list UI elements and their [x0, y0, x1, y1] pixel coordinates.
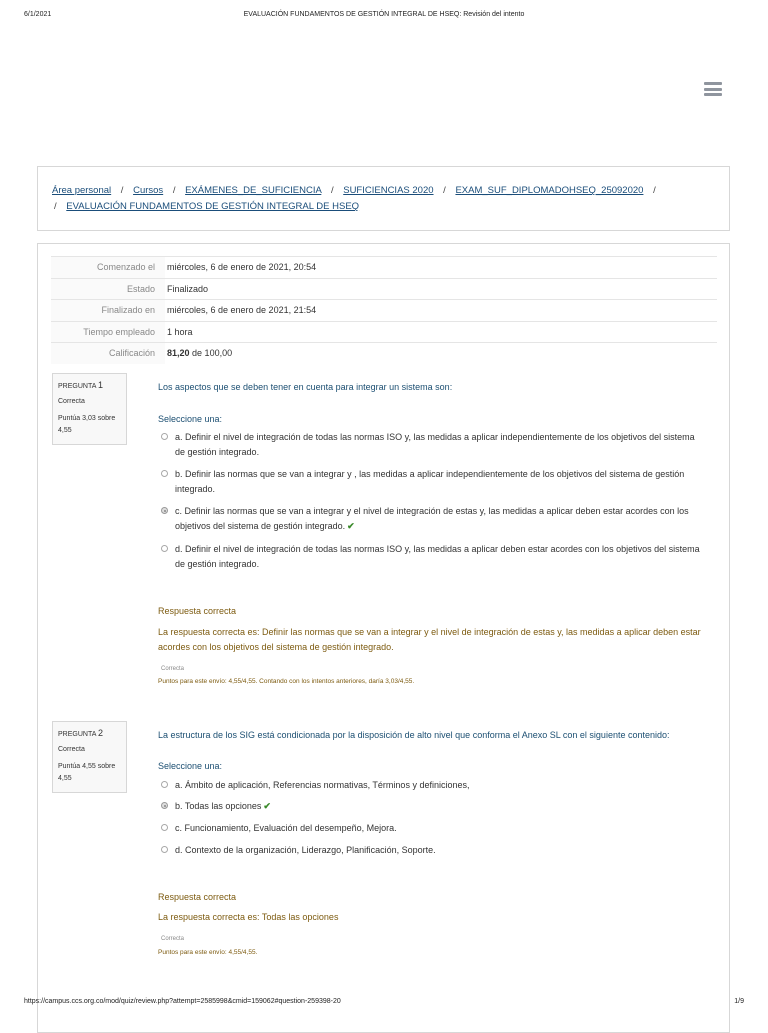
hamburger-menu-icon[interactable]: [704, 82, 722, 96]
breadcrumb-separator: /: [120, 185, 124, 196]
state-label: Estado: [51, 278, 165, 300]
question-number-label: PREGUNTA: [58, 731, 96, 738]
radio-button[interactable]: [161, 824, 168, 831]
feedback-title: Respuesta correcta: [158, 892, 237, 902]
breadcrumb-separator: /: [443, 185, 446, 196]
breadcrumb-item-exam-suf[interactable]: EXAM_SUF_DIPLOMADOHSEQ_25092020: [455, 185, 644, 196]
question-state: Correcta: [58, 746, 85, 753]
summary-row-grade: [51, 343, 717, 364]
print-page-number: 1/9: [734, 998, 744, 1005]
feedback-title: Respuesta correcta: [158, 606, 237, 616]
option-text: c. Funcionamiento, Evaluación del desempeño, Mejora.: [175, 823, 397, 833]
grade-suffix: de 100,00: [192, 348, 233, 359]
breadcrumb: [37, 166, 730, 231]
grade-label: Calificación: [51, 343, 165, 364]
answer-option-d[interactable]: [161, 843, 706, 858]
radio-button-checked[interactable]: [161, 802, 168, 809]
checkmark-icon: ✔: [347, 521, 355, 531]
finished-label: Finalizado en: [51, 300, 165, 322]
option-text: d. Contexto de la organización, Liderazgo, Planificación, Soporte.: [175, 845, 436, 855]
print-footer: [24, 998, 744, 1010]
option-text-wrap: [161, 504, 706, 534]
summary-row-state: [51, 278, 717, 300]
correct-answer-text: La respuesta correcta es: Todas las opciones: [158, 912, 339, 922]
state-value: Finalizado: [165, 278, 717, 300]
answer-option-a[interactable]: [161, 778, 706, 793]
option-text: b. Definir las normas que se van a integrar y , las medidas a aplicar independientemente de los objetivos del sistema de gestión integrado.: [175, 469, 685, 494]
grade-value: 81,20: [167, 348, 190, 359]
print-header: [24, 11, 744, 23]
grade-value-cell: [165, 343, 717, 364]
started-value: miércoles, 6 de enero de 2021, 20:54: [165, 257, 717, 279]
answer-option-d[interactable]: [161, 542, 706, 572]
answer-option-b[interactable]: [161, 467, 706, 497]
breadcrumb-item-area-personal[interactable]: Área personal: [52, 185, 112, 196]
summary-row-started: [51, 257, 717, 279]
summary-row-time: [51, 321, 717, 343]
breadcrumb-separator: /: [653, 185, 656, 196]
question-info-1: [52, 373, 127, 445]
breadcrumb-item-examenes[interactable]: EXÁMENES_DE_SUFICIENCIA: [185, 185, 322, 196]
started-label: Comenzado el: [51, 257, 165, 279]
time-value: 1 hora: [165, 321, 717, 343]
checkmark-icon: ✔: [263, 801, 271, 811]
print-title: EVALUACIÓN FUNDAMENTOS DE GESTIÓN INTEGRAL DE HSEQ: Revisión del intento: [243, 11, 525, 18]
question-grade: Puntúa 4,55 sobre 4,55: [58, 763, 116, 782]
select-one-prompt: Seleccione una:: [158, 761, 223, 771]
select-one-prompt: Seleccione una:: [158, 414, 223, 424]
question-state: Correcta: [58, 398, 85, 405]
breadcrumb-item-cursos[interactable]: Cursos: [133, 185, 164, 196]
question-text: La estructura de los SIG está condicionada por la disposición de alto nivel que conforma el Anexo SL con el siguiente contenido:: [158, 730, 670, 740]
points-text: Puntos para este envío: 4,55/4,55. Contando con los intentos anteriores, daría 3,03/4,55.: [158, 678, 415, 685]
radio-button[interactable]: [161, 433, 168, 440]
breadcrumb-separator: /: [330, 185, 334, 196]
radio-button[interactable]: [161, 545, 168, 552]
option-text: a. Ámbito de aplicación, Referencias normativas, Términos y definiciones,: [175, 780, 470, 790]
answer-option-c[interactable]: [161, 504, 706, 534]
option-text: a. Definir el nivel de integración de todas las normas ISO y, las medidas a aplicar independientemente de los objetivos del sistema de gestión integrado.: [175, 432, 695, 457]
attempt-summary-table: [51, 256, 717, 364]
question-number-value: 1: [97, 380, 103, 390]
breadcrumb-separator: /: [54, 201, 57, 212]
question-grade: Puntúa 3,03 sobre 4,55: [58, 415, 116, 434]
attempt-state: Correcta: [161, 666, 185, 672]
option-text: d. Definir el nivel de integración de todas las normas ISO y, las medidas a aplicar deben estar acordes con los objetivos del sistema de gestión integrado.: [175, 544, 700, 569]
radio-button-checked[interactable]: [161, 507, 168, 514]
breadcrumb-item-evaluacion[interactable]: EVALUACIÓN FUNDAMENTOS DE GESTIÓN INTEGRAL DE HSEQ: [66, 201, 360, 212]
option-text: b. Todas las opciones: [175, 801, 262, 811]
answer-option-b[interactable]: [161, 799, 706, 814]
time-label: Tiempo empleado: [51, 321, 165, 343]
option-text-wrap: [161, 799, 706, 814]
print-date: 6/1/2021: [24, 11, 52, 18]
option-text: c. Definir las normas que se van a integrar y el nivel de integración de estas y, las medidas a aplicar deben estar acordes con los objetivos del sistema de gestión integrado.: [175, 506, 689, 531]
breadcrumb-item-suficiencias[interactable]: SUFICIENCIAS 2020: [343, 185, 434, 196]
finished-value: miércoles, 6 de enero de 2021, 21:54: [165, 300, 717, 322]
question-number-label: PREGUNTA: [58, 383, 96, 390]
breadcrumb-separator: /: [172, 185, 176, 196]
points-text: Puntos para este envío: 4,55/4,55.: [158, 949, 258, 956]
question-number-value: 2: [97, 728, 103, 738]
correct-answer-text: La respuesta correcta es: Definir las normas que se van a integrar y el nivel de integración de estas y, las medidas a aplicar deben estar acordes con los objetivos del sistema de gestión integrado.: [158, 627, 701, 652]
question-number: [58, 728, 121, 738]
question-text: Los aspectos que se deben tener en cuenta para integrar un sistema son:: [158, 382, 453, 392]
radio-button[interactable]: [161, 470, 168, 477]
answer-option-c[interactable]: [161, 821, 706, 836]
print-url: https://campus.ccs.org.co/mod/quiz/review.php?attempt=2585998&cmid=159062#question-259398-20: [24, 998, 341, 1005]
summary-row-finished: [51, 300, 717, 322]
radio-button[interactable]: [161, 846, 168, 853]
question-info-2: [52, 721, 127, 793]
radio-button[interactable]: [161, 781, 168, 788]
answer-option-a[interactable]: [161, 430, 706, 460]
attempt-state: Correcta: [161, 936, 185, 942]
question-number: [58, 380, 121, 390]
